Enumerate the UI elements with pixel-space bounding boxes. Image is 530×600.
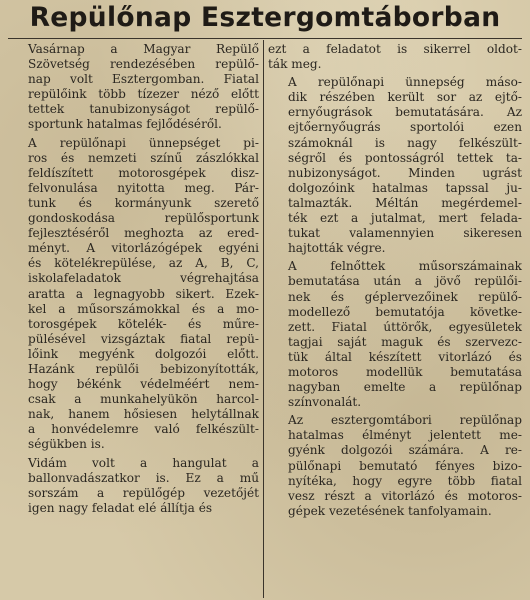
text-line: ségről és pontosságról tettek ta- <box>288 150 522 165</box>
text-line: Szövetség rendezésében repülő- <box>28 57 259 72</box>
text-line: igen nagy feladat elé állítja és <box>28 500 213 515</box>
text-line: A repülőnapi ünnepség máso- <box>288 75 522 90</box>
article-paragraph <box>268 42 522 72</box>
text-line: pülésével vizsgáztak fiatal repü- <box>28 331 259 346</box>
text-line: Vidám volt a hangulat a <box>28 455 259 470</box>
text-line: a honvédelemre való felkészült- <box>28 422 259 437</box>
text-line: sorszám a repülőgép vezetőjét <box>28 485 259 500</box>
text-line: repülőink több tízezer néző előtt <box>28 87 259 102</box>
text-line: ezt a feladatot is sikerrel oldot- <box>268 42 522 56</box>
text-line: Hazánk repülői bebizonyították, <box>28 361 259 376</box>
column-divider <box>263 40 264 598</box>
text-line: tagjai saját maguk és szervezc- <box>288 334 522 349</box>
text-line: hogy békénk védelméért nem- <box>28 377 259 392</box>
text-line: ballonvadászatkor is. Ez a mű <box>28 470 259 485</box>
text-line: nagyban emelte a repülőnap <box>288 380 522 395</box>
text-line: fejlesztéséről meghozta az ered- <box>28 226 259 241</box>
text-line: pülőnapi bemutató fényes bizo- <box>288 458 522 473</box>
text-line: színvonalát. <box>288 395 362 410</box>
text-line: sportunk hatalmas fejlődéséről. <box>28 117 222 132</box>
text-line: modellező bemutatója követke- <box>288 304 522 319</box>
text-line: ták meg. <box>268 57 322 72</box>
text-line: felvonulása nyitotta meg. Pár- <box>28 180 259 195</box>
text-line: torosgépek kötelék- és műre- <box>28 316 259 331</box>
text-line: A repülőnapi ünnepséget pi- <box>28 135 259 150</box>
article-paragraph <box>8 456 259 516</box>
text-line: csak a munkahelyükön harcol- <box>28 392 259 407</box>
text-line: dik részében került sor az ejtő- <box>288 90 522 105</box>
article-column-left <box>8 42 259 519</box>
text-line: iskolafeladatok végrehajtása <box>28 271 259 286</box>
text-line: talmazták. Méltán megérdemel- <box>288 195 522 210</box>
text-line: nek és géplervezőinek repülő- <box>288 289 522 304</box>
text-line: zett. Fiatal úttörők, egyesületek <box>288 319 522 334</box>
article-paragraph <box>8 42 259 133</box>
text-line: aratta a legnagyobb sikert. Ezek- <box>28 286 259 301</box>
text-line: kel a műsorszámokkal és a mo- <box>28 301 259 316</box>
text-line: A felnőttek műsorszámainak <box>288 259 522 274</box>
text-line: ejtőernyőugrás sportolói ezen <box>288 120 522 135</box>
text-line: nyítéka, hogy egyre több fiatal <box>288 473 522 488</box>
text-line: ményt. A vitorlázógépek egyéni <box>28 241 259 256</box>
article-headline: Repülőnap Esztergomtáborban <box>29 2 501 33</box>
text-line: feldíszített motorosgépek disz- <box>28 165 259 180</box>
text-line: gyénk dolgozói számára. A re- <box>288 443 522 458</box>
article-paragraph <box>268 413 522 519</box>
text-line: vesz részt a vitorlázó és motoros- <box>288 488 522 503</box>
article-paragraph <box>268 259 522 410</box>
text-line: nap volt Esztergomban. Fiatal <box>28 72 259 87</box>
text-line: Vasárnap a Magyar Repülő <box>28 42 259 56</box>
text-line: hatalmas élményt jelentett me- <box>288 428 522 443</box>
text-line: tunk és kormányunk szerető <box>28 195 259 210</box>
article-column-right <box>268 42 522 522</box>
text-line: nak, hanem hősiesen helytállnak <box>28 407 259 422</box>
text-line: motoros modellük bemutatása <box>288 364 522 379</box>
text-line: Az esztergomtábori repülőnap <box>288 413 522 428</box>
article-paragraph <box>268 75 522 256</box>
text-line: ros és nemzeti színű zászlókkal <box>28 150 259 165</box>
text-line: tettek tanubizonyságot repülő- <box>28 102 259 117</box>
text-line: bemutatása után a jövő repülői- <box>288 274 522 289</box>
article-paragraph <box>8 136 259 453</box>
text-line: gondoskodása repülősportunk <box>28 211 259 226</box>
text-line: ték ezt a jutalmat, mert felada- <box>288 211 522 226</box>
text-line: számoknál is nagy felkészült- <box>288 135 522 150</box>
text-line: ernyőugrások bemutatására. Az <box>288 105 522 120</box>
text-line: tukat valamennyien sikeresen <box>288 226 522 241</box>
headline-rule <box>8 38 522 39</box>
text-line: gépek vezetésének tanfolyamain. <box>288 503 492 518</box>
text-line: ségükben is. <box>28 437 105 452</box>
text-line: hajtották végre. <box>288 241 386 256</box>
text-line: dolgozóink hatalmas tapssal ju- <box>288 180 522 195</box>
text-line: lőink megyénk dolgozói előtt. <box>28 346 259 361</box>
text-line: és kötelékrepülése, az A, B, C, <box>28 256 259 271</box>
text-line: tük által készített vitorlázó és <box>288 349 522 364</box>
text-line: nubizonyságot. Minden ugrást <box>288 165 522 180</box>
